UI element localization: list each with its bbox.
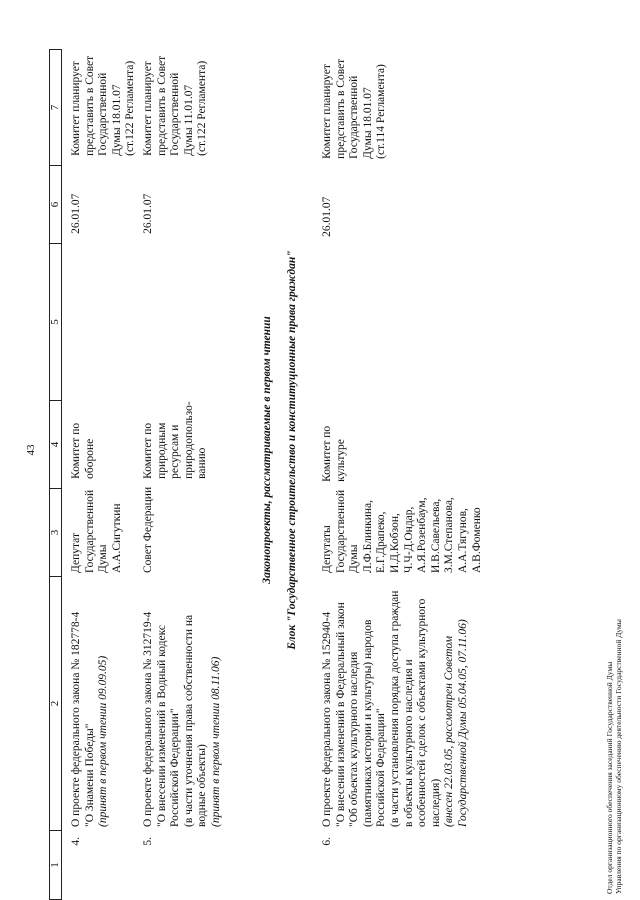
row-number: 4. <box>70 837 82 846</box>
initiator-cell <box>319 486 486 577</box>
bill-title-line: "О Знамени Победы" <box>83 723 96 827</box>
committee-line: ванию <box>196 447 209 479</box>
date-cell: 26.01.07 <box>321 196 333 237</box>
page-number: 43 <box>25 444 37 456</box>
bill-title-line: Российской Федерации" <box>375 708 388 827</box>
committee-line: природным <box>155 422 168 479</box>
committee-line: природопользо- <box>182 401 195 479</box>
footer-line: Отдел организационного обеспечения заседаний Государственной Думы <box>605 661 614 894</box>
empty-cell <box>140 238 226 395</box>
bill-table-b <box>319 47 486 900</box>
decision-line: Думы 18.01.07 <box>110 84 123 156</box>
initiator-line: А.В.Фоменко <box>470 507 483 573</box>
decision-line: представить в Совет <box>83 55 96 156</box>
bill-note-line: (принят в первом чтении 09.09.05) <box>97 655 110 827</box>
decision-line: (ст.114 Регламента) <box>375 64 388 159</box>
date-cell: 26.01.07 <box>70 193 82 234</box>
table-row <box>140 44 226 900</box>
bill-title-line: в объекты культурного наследия и <box>402 659 415 827</box>
decision-line: Комитет планирует <box>321 64 333 159</box>
decision-line: Государственной <box>348 75 361 159</box>
bill-title-line: особенностей сделок с объектами культурного <box>416 598 429 827</box>
bill-title-line: О проекте федерального закона № 152940-4 <box>321 611 333 827</box>
empty-cell <box>68 238 140 395</box>
column-number: 4 <box>50 401 62 489</box>
column-number: 6 <box>50 166 62 244</box>
decision-cell <box>140 44 226 160</box>
committee-line: Комитет по <box>70 422 82 479</box>
column-number: 1 <box>50 831 62 900</box>
initiator-line: И.Д.Кобзон, <box>388 513 401 573</box>
initiator-line: А.А.Тягунов, <box>456 508 469 573</box>
bill-title-line: О проекте федерального закона № 312719-4 <box>141 611 154 827</box>
bill-note-line: Государственной Думы 05.04.05, 07.11.06) <box>456 619 469 827</box>
section-heading-first-reading: Законопроекты, рассматриваемые в первом чтении <box>261 316 273 584</box>
initiator-line: Думы <box>97 544 110 573</box>
decision-line: Комитет планирует <box>141 61 154 156</box>
bill-title-line: "О внесении изменений в Федеральный закон <box>334 602 347 827</box>
empty-cell <box>319 241 486 398</box>
committee-cell <box>68 395 140 483</box>
initiator-line: И.В.Савельева, <box>429 498 442 573</box>
committee-line: обороне <box>83 438 96 479</box>
bill-note-line: (внесен 22.03.05, рассмотрен Советом <box>443 635 456 827</box>
decision-cell <box>319 47 486 163</box>
footer <box>605 619 623 894</box>
initiator-line: Совет Федерации <box>141 486 154 573</box>
decision-line: представить в Совет <box>155 55 168 156</box>
committee-cell <box>319 398 486 486</box>
bill-note-line: (принят в первом чтении 08.11.06) <box>209 656 222 827</box>
initiator-cell <box>140 483 226 577</box>
decision-line: (ст.122 Регламента) <box>124 60 137 156</box>
decision-line: Думы 18.01.07 <box>361 87 374 159</box>
bill-title-line: "Об объектах культурного наследия <box>348 651 361 827</box>
decision-line: (ст.122 Регламента) <box>196 60 209 156</box>
bill-title-line: "О внесении изменений в Водный кодекс <box>155 625 168 827</box>
footer-line: Управления по организационному обеспечению деятельности Государственной Думы <box>614 619 623 894</box>
column-header-row <box>49 49 62 900</box>
committee-line: культуре <box>334 439 347 482</box>
row-number: 6. <box>321 837 333 846</box>
initiator-line: Депутаты <box>321 525 333 573</box>
initiator-line: А.А.Сигуткин <box>110 503 123 573</box>
bill-title-cell <box>319 577 486 831</box>
initiator-line: Ч.Ч-Д.Ондар, <box>402 506 415 573</box>
initiator-line: Е.Г.Драпеко, <box>375 511 388 573</box>
initiator-cell <box>68 483 140 577</box>
initiator-line: Депутат <box>70 533 82 573</box>
row-number: 5. <box>141 837 154 846</box>
committee-line: Комитет по <box>141 422 154 479</box>
bill-title-line: О проекте федерального закона № 182778-4 <box>70 611 82 827</box>
bill-title-cell <box>68 577 140 831</box>
table-row <box>68 44 140 900</box>
bill-title-line: (памятниках истории и культуры) народов <box>361 619 374 827</box>
initiator-line: Государственной <box>83 489 96 573</box>
bill-title-line: (в части установления порядка доступа граждан <box>388 590 401 827</box>
decision-line: представить в Совет <box>334 58 347 159</box>
committee-line: ресурсам и <box>169 424 182 479</box>
bill-title-cell <box>140 577 226 831</box>
section-heading-block: Блок "Государственное строительство и конституционные права граждан" <box>286 250 298 650</box>
bill-title-line: водные объекты) <box>196 744 209 827</box>
initiator-line: А.Я.Розенбаум, <box>416 497 429 573</box>
bill-title-line: Российской Федерации" <box>169 708 182 827</box>
date-cell: 26.01.07 <box>141 193 154 234</box>
decision-line: Государственной <box>169 72 182 156</box>
decision-cell <box>68 44 140 160</box>
initiator-line: Думы <box>348 544 361 573</box>
column-number: 5 <box>50 244 62 401</box>
initiator-line: Государственной <box>334 489 347 573</box>
table-row <box>319 47 486 900</box>
initiator-line: Л.Ф.Блинкина, <box>361 499 374 573</box>
bill-title-line: наследия) <box>429 778 442 827</box>
decision-line: Комитет планирует <box>70 61 82 156</box>
decision-line: Государственной <box>97 72 110 156</box>
bill-table-a <box>68 44 226 900</box>
column-number: 3 <box>50 489 62 577</box>
bill-title-line: (в части уточнения права собственности на <box>182 614 195 827</box>
committee-cell <box>140 395 226 483</box>
decision-line: Думы 11.01.07 <box>182 84 195 156</box>
column-number: 2 <box>50 577 62 831</box>
committee-line: Комитет по <box>321 425 333 482</box>
column-number: 7 <box>50 50 62 166</box>
initiator-line: З.М.Степанова, <box>443 497 456 573</box>
